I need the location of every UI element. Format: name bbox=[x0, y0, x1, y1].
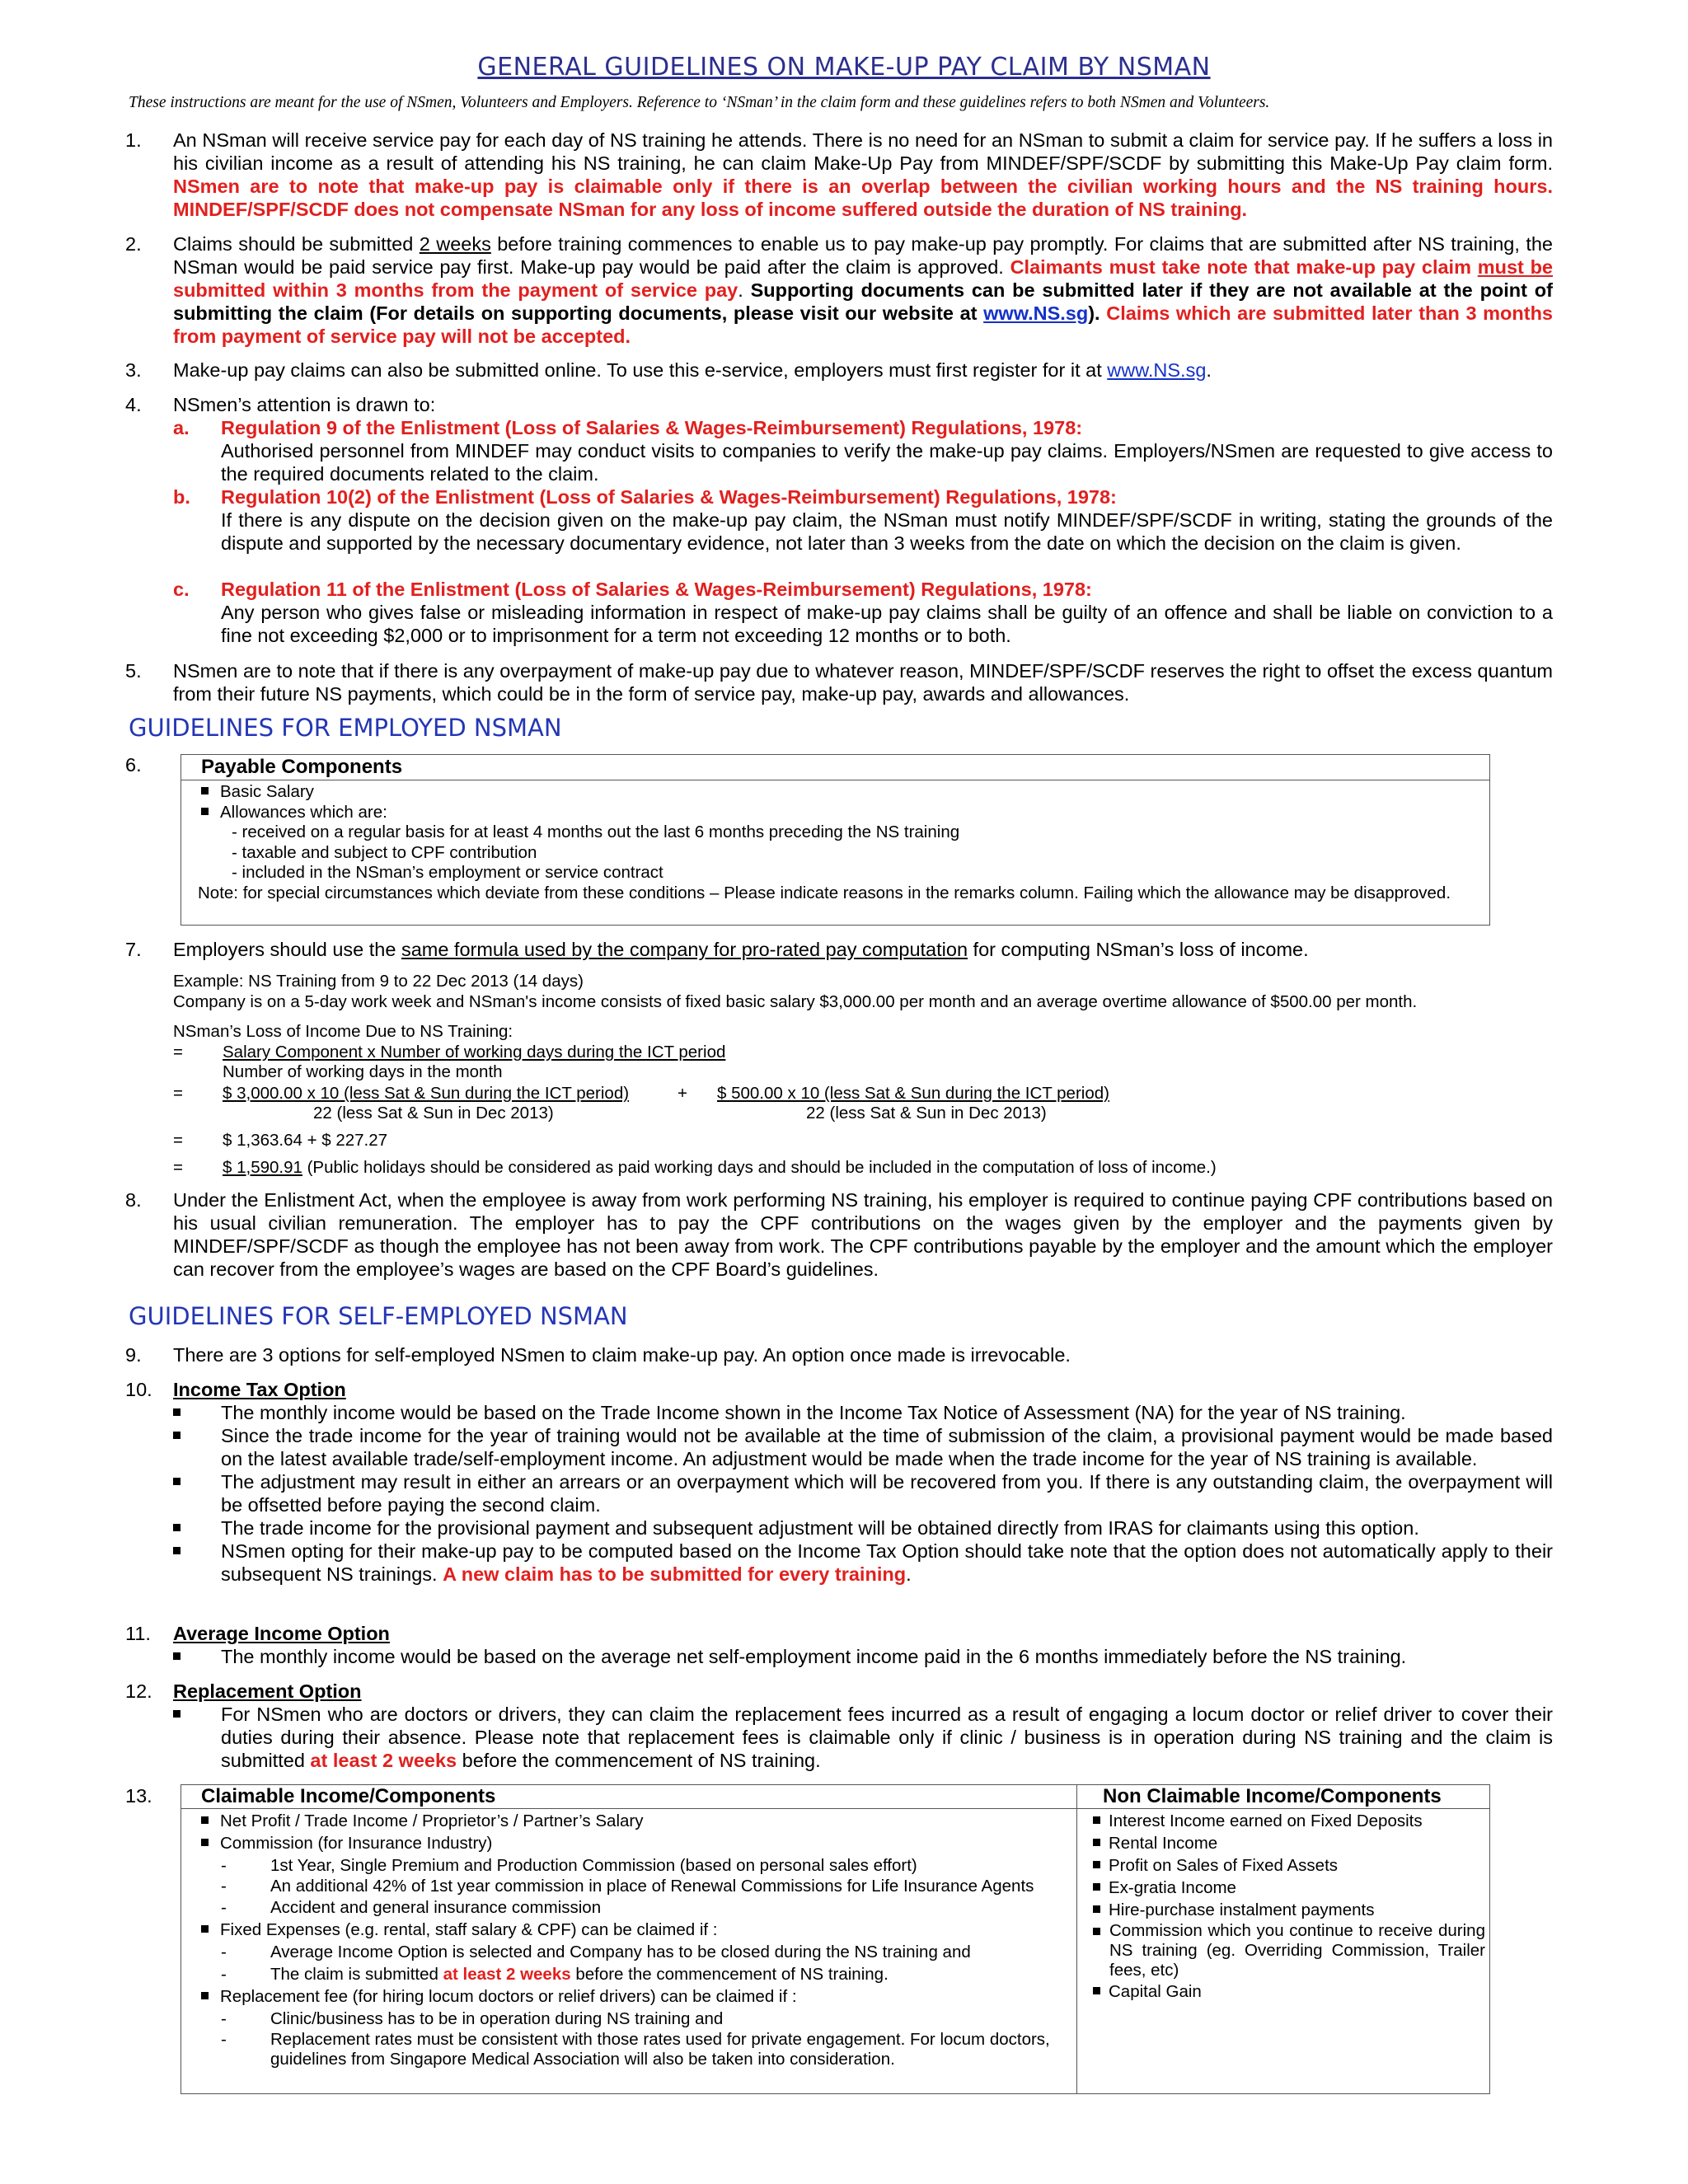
formula-denominator: Number of working days in the month bbox=[223, 1062, 503, 1081]
allowance-condition: - included in the NSman’s employment or service contract bbox=[232, 863, 663, 882]
item-number: 10. bbox=[125, 1379, 152, 1400]
bullet-icon bbox=[201, 1816, 209, 1824]
formula-block bbox=[173, 1043, 1558, 1177]
box-note: Note: for special circumstances which deviate from these conditions – Please indicate reasons in the remarks column. Failing which the allowance may be disapproved. bbox=[198, 883, 1451, 902]
p1-red-text: NSmen are to note that make-up pay is claimable only if there is an overlap between the civilian working hours and the NS training hours. MINDEF/SPF/SCDF does not compensate NSman for any loss of income suffered outside the duration of NS training. bbox=[173, 176, 1553, 220]
p2-red-2: submitted within 3 months from the payment of service pay bbox=[173, 279, 738, 301]
p2-underline: 2 weeks bbox=[419, 233, 491, 255]
bullet-icon bbox=[173, 1710, 181, 1718]
item-number: 8. bbox=[125, 1189, 142, 1211]
dash-marker: - bbox=[221, 2009, 227, 2028]
bullet-icon bbox=[201, 1839, 209, 1846]
dash-marker: - bbox=[221, 1877, 227, 1896]
p2-text-2: before training commences to enable us to pay make-up pay promptly. For claims that are submitted after NS training, the NSman would be paid service pay first. Make-up pay would be paid after the claim is approved. bbox=[173, 233, 1553, 278]
bullet-icon bbox=[1093, 1905, 1100, 1913]
list-letter: c. bbox=[173, 579, 190, 600]
component-item: Allowances which are: bbox=[220, 802, 387, 822]
allowance-condition: - taxable and subject to CPF contribution bbox=[232, 842, 537, 862]
item-number: 13. bbox=[125, 1785, 152, 1807]
formula-numerator: $ 3,000.00 x 10 (less Sat & Sun during the ICT period) bbox=[223, 1084, 630, 1103]
example-line: Example: NS Training from 9 to 22 Dec 2013 (14 days) bbox=[173, 972, 584, 991]
equals-sign: = bbox=[173, 1131, 183, 1150]
average-income-option-list bbox=[173, 1645, 1553, 1668]
non-claimable-item: Commission which you continue to receive during NS training (eg. Overriding Commission, Trailer fees, etc) bbox=[1109, 1921, 1485, 1980]
p8-text: Under the Enlistment Act, when the employee is away from work performing NS training, his employer is required to continue paying CPF contributions based on his usual civilian remuneration. The employer has to pay the CPF contributions on the wages given by the employer and the payments given by MINDEF/SPF/SCDF as though the employee has not been away from work. The CPF contributions payable by the employer and the amount which the employer can recover from the employee’s wages are based on the CPF Board’s guidelines. bbox=[173, 1189, 1553, 1280]
bullet-icon bbox=[1093, 1839, 1100, 1846]
option-bullet-red: A new claim has to be submitted for every training bbox=[443, 1563, 907, 1585]
item-number: 12. bbox=[125, 1680, 152, 1702]
option-bullet: The monthly income would be based on the average net self-employment income paid in the 6 months immediately before the NS training. bbox=[221, 1646, 1407, 1667]
bullet-icon bbox=[173, 1432, 181, 1439]
regulation-title: Regulation 9 of the Enlistment (Loss of Salaries & Wages-Reimbursement) Regulations, 1978: bbox=[221, 417, 1083, 438]
allowance-condition: - received on a regular basis for at least 4 months out the last 6 months preceding the NS training bbox=[232, 823, 960, 841]
regulation-title: Regulation 11 of the Enlistment (Loss of Salaries & Wages-Reimbursement) Regulations, 1978: bbox=[221, 579, 1092, 600]
example-block bbox=[173, 972, 1558, 1043]
p2-text-3: . bbox=[738, 279, 751, 301]
p2-text: Claims should be submitted bbox=[173, 233, 420, 255]
option-bullet-red: at least 2 weeks bbox=[310, 1750, 457, 1771]
list-letter: a. bbox=[173, 417, 190, 438]
item-number: 2. bbox=[125, 233, 142, 255]
bullet-icon bbox=[173, 1652, 181, 1660]
dash-marker: - bbox=[221, 1856, 227, 1875]
claimable-item: Net Profit / Trade Income / Proprietor’s / Partner’s Salary bbox=[220, 1811, 644, 1830]
p2-red-1: Claimants must take note that make-up pay claim bbox=[1010, 256, 1478, 278]
bullet-icon bbox=[173, 1547, 181, 1554]
claimable-subitem: Clinic/business has to be in operation during NS training and bbox=[270, 2009, 724, 2028]
formula-sum: $ 1,363.64 + $ 227.27 bbox=[223, 1131, 388, 1150]
claimable-subitem-red: at least 2 weeks bbox=[443, 1965, 571, 1984]
claimable-item: Fixed Expenses (e.g. rental, staff salary & CPF) can be claimed if : bbox=[220, 1920, 718, 1939]
claimable-subitem: Replacement rates must be consistent with those rates used for private engagement. For locum doctors, guidelines from Singapore Medical Association will also be taken into consideration. bbox=[270, 2030, 1050, 2069]
non-claimable-item: Profit on Sales of Fixed Assets bbox=[1109, 1856, 1339, 1875]
bullet-icon bbox=[201, 1925, 209, 1933]
item-number: 9. bbox=[125, 1344, 142, 1366]
example-line: Company is on a 5-day work week and NSman's income consists of fixed basic salary $3,000.00 per month and an average overtime allowance of $500.00 per month. bbox=[173, 991, 1418, 1011]
non-claimable-item: Ex-gratia Income bbox=[1109, 1878, 1236, 1897]
p5-text: NSmen are to note that if there is any overpayment of make-up pay due to whatever reason, MINDEF/SPF/SCDF reserves the right to offset the excess quantum from their future NS payments, which could be in the form of service pay, make-up pay, awards and allowances. bbox=[173, 660, 1553, 705]
income-tax-option-list bbox=[173, 1401, 1553, 1586]
item-number: 1. bbox=[125, 129, 142, 151]
p7-underline: same formula used by the company for pro-rated pay computation bbox=[401, 939, 968, 960]
option-bullet-end: before the commencement of NS training. bbox=[457, 1750, 821, 1771]
option-bullet-end: . bbox=[906, 1563, 912, 1585]
bullet-icon bbox=[1093, 1816, 1100, 1824]
intro-text: These instructions are meant for the use of NSmen, Volunteers and Employers. Reference to ‘NSman’ in the claim form and these guidelines refers to both NSmen and Volunteers. bbox=[129, 94, 1270, 111]
box-header: Payable Components bbox=[201, 756, 403, 778]
regulation-title: Regulation 10(2) of the Enlistment (Loss of Salaries & Wages-Reimbursement) Regulations, 1978: bbox=[221, 486, 1117, 508]
bullet-icon bbox=[1093, 1883, 1100, 1891]
page-title: GENERAL GUIDELINES ON MAKE-UP PAY CLAIM BY NSMAN bbox=[477, 53, 1211, 82]
p2-red-3: Claims which are submitted later than 3 months from payment of service pay will not be accepted. bbox=[173, 302, 1553, 347]
option-bullet: The monthly income would be based on the Trade Income shown in the Income Tax Notice of Assessment (NA) for the year of NS training. bbox=[221, 1402, 1406, 1423]
regulation-body: Authorised personnel from MINDEF may conduct visits to companies to verify the make-up pay claims. Employers/NSmen are requested to give access to the required documents related to the claim. bbox=[221, 440, 1553, 485]
dash-marker: - bbox=[221, 1943, 227, 1961]
claimable-header: Claimable Income/Components bbox=[201, 1785, 496, 1807]
bullet-icon bbox=[173, 1478, 181, 1485]
bullet-icon bbox=[201, 1992, 209, 1999]
component-item: Basic Salary bbox=[220, 782, 314, 801]
formula-denominator: 22 (less Sat & Sun in Dec 2013) bbox=[313, 1104, 554, 1122]
section-heading-employed: GUIDELINES FOR EMPLOYED NSMAN bbox=[129, 714, 562, 742]
non-claimable-item: Rental Income bbox=[1109, 1834, 1218, 1853]
claimable-item: Commission (for Insurance Industry) bbox=[220, 1834, 493, 1853]
option-title: Average Income Option bbox=[173, 1623, 390, 1644]
claimable-subitem: Accident and general insurance commission bbox=[270, 1898, 602, 1917]
claimable-subitem: An additional 42% of 1st year commission in place of Renewal Commissions for Life Insurance Agents bbox=[270, 1877, 1034, 1896]
formula-result: $ 1,590.91 bbox=[223, 1158, 302, 1177]
claimable-subitem: The claim is submitted bbox=[270, 1965, 443, 1984]
item-number: 3. bbox=[125, 359, 142, 381]
option-title: Replacement Option bbox=[173, 1680, 362, 1702]
loss-label: NSman’s Loss of Income Due to NS Training: bbox=[173, 1022, 513, 1041]
equals-sign: = bbox=[173, 1043, 183, 1062]
equals-sign: = bbox=[173, 1158, 183, 1177]
non-claimable-item: Interest Income earned on Fixed Deposits bbox=[1109, 1811, 1423, 1830]
option-title: Income Tax Option bbox=[173, 1379, 346, 1400]
bullet-icon bbox=[201, 787, 209, 794]
non-claimable-header: Non Claimable Income/Components bbox=[1103, 1785, 1442, 1807]
ns-website-link[interactable]: www.NS.sg bbox=[983, 302, 1089, 324]
bullet-icon bbox=[1093, 1861, 1100, 1868]
non-claimable-item: Capital Gain bbox=[1109, 1982, 1202, 2001]
p2-bold-1: Supporting documents can be submitted later if they are not available at the point of submitting the claim (For details on supporting documents, please visit our website at bbox=[173, 279, 1553, 324]
item-number: 7. bbox=[125, 939, 142, 960]
equals-sign: = bbox=[173, 1084, 183, 1103]
bullet-icon bbox=[1093, 1928, 1100, 1935]
income-components-table bbox=[181, 1784, 1490, 2094]
bullet-icon bbox=[201, 808, 209, 815]
regulation-body: If there is any dispute on the decision given on the make-up pay claim, the NSman must notify MINDEF/SPF/SCDF in writing, stating the grounds of the dispute and supported by the necessary documentary evidence, not later than 3 weeks from the date on which the decision on the claim is given. bbox=[221, 509, 1553, 554]
p7-text-2: for computing NSman’s loss of income. bbox=[968, 939, 1309, 960]
option-bullet: NSmen opting for their make-up pay to be computed based on the Income Tax Option should take note that the option does not automatically apply to their subsequent NS trainings. bbox=[221, 1540, 1553, 1585]
non-claimable-list bbox=[1093, 1810, 1485, 2003]
formula-numerator: Salary Component x Number of working days during the ICT period bbox=[223, 1043, 726, 1062]
payable-components-box bbox=[181, 754, 1490, 926]
replacement-option-list bbox=[173, 1703, 1553, 1772]
dash-marker: - bbox=[221, 1898, 227, 1917]
non-claimable-item: Hire-purchase instalment payments bbox=[1109, 1900, 1375, 1919]
regulation-body: Any person who gives false or misleading information in respect of make-up pay claims shall be guilty of an offence and shall be liable on conviction to a fine not exceeding $2,000 or to imprisonment for a term not exceeding 12 months or to both. bbox=[221, 602, 1553, 646]
formula-denominator: 22 (less Sat & Sun in Dec 2013) bbox=[806, 1104, 1047, 1122]
item-number: 6. bbox=[125, 754, 142, 776]
bullet-icon bbox=[173, 1524, 181, 1531]
option-bullet: The trade income for the provisional payment and subsequent adjustment will be obtained directly from IRAS for claimants using this option. bbox=[221, 1517, 1419, 1539]
dash-marker: - bbox=[221, 2030, 227, 2049]
item-number: 11. bbox=[125, 1623, 151, 1644]
list-letter: b. bbox=[173, 486, 190, 508]
p3-end: . bbox=[1206, 359, 1212, 381]
p1-text: An NSman will receive service pay for each day of NS training he attends. There is no need for an NSman to submit a claim for service pay. If he suffers a loss in his civilian income as a result of attending his NS training, he can claim Make-Up Pay from MINDEF/SPF/SCDF by submitting this Make-Up Pay claim form. bbox=[173, 129, 1553, 174]
p2-bold-2: ). bbox=[1088, 302, 1107, 324]
bullet-icon bbox=[1093, 1987, 1100, 1994]
claimable-item: Replacement fee (for hiring locum doctors or relief drivers) can be claimed if : bbox=[220, 1987, 797, 2006]
ns-website-link[interactable]: www.NS.sg bbox=[1107, 359, 1207, 381]
dash-marker: - bbox=[221, 1965, 227, 1984]
item-number: 5. bbox=[125, 660, 142, 682]
section-heading-self-employed: GUIDELINES FOR SELF-EMPLOYED NSMAN bbox=[129, 1302, 628, 1330]
p7-text: Employers should use the bbox=[173, 939, 401, 960]
item-number: 4. bbox=[125, 394, 142, 415]
option-bullet: For NSmen who are doctors or drivers, they can claim the replacement fees incurred as a result of engaging a locum doctor or relief driver to cover their duties during their absence. Please note that replacement fees is claimable only if clinic / business is in operation during NS training and the claim is submitted bbox=[221, 1704, 1553, 1771]
claimable-subitem-end: before the commencement of NS training. bbox=[570, 1965, 889, 1984]
option-bullet: The adjustment may result in either an arrears or an overpayment which will be recovered from you. If there is any outstanding claim, the overpayment will be offsetted before paying the second claim. bbox=[221, 1471, 1553, 1516]
p3-text: Make-up pay claims can also be submitted online. To use this e-service, employers must first register for it at bbox=[173, 359, 1108, 381]
formula-numerator: $ 500.00 x 10 (less Sat & Sun during the ICT period) bbox=[717, 1084, 1109, 1103]
claimable-list bbox=[201, 1810, 1067, 2069]
option-bullet: Since the trade income for the year of training would not be available at the time of submission of the claim, a provisional payment would be made based on the latest available trade/self-employment income. An adjustment would be made when the trade income for the year of NS training is available. bbox=[221, 1425, 1553, 1469]
plus-sign: + bbox=[678, 1084, 687, 1103]
claimable-subitem: 1st Year, Single Premium and Production Commission (based on personal sales effort) bbox=[270, 1856, 917, 1875]
p2-red-underline: must be bbox=[1477, 256, 1554, 278]
p9-text: There are 3 options for self-employed NSmen to claim make-up pay. An option once made is irrevocable. bbox=[173, 1344, 1071, 1366]
p4-text: NSmen’s attention is drawn to: bbox=[173, 394, 436, 415]
bullet-icon bbox=[173, 1408, 181, 1416]
formula-note: (Public holidays should be considered as paid working days and should be included in the computation of loss of income.) bbox=[302, 1158, 1217, 1177]
claimable-subitem: Average Income Option is selected and Company has to be closed during the NS training and bbox=[270, 1943, 971, 1961]
